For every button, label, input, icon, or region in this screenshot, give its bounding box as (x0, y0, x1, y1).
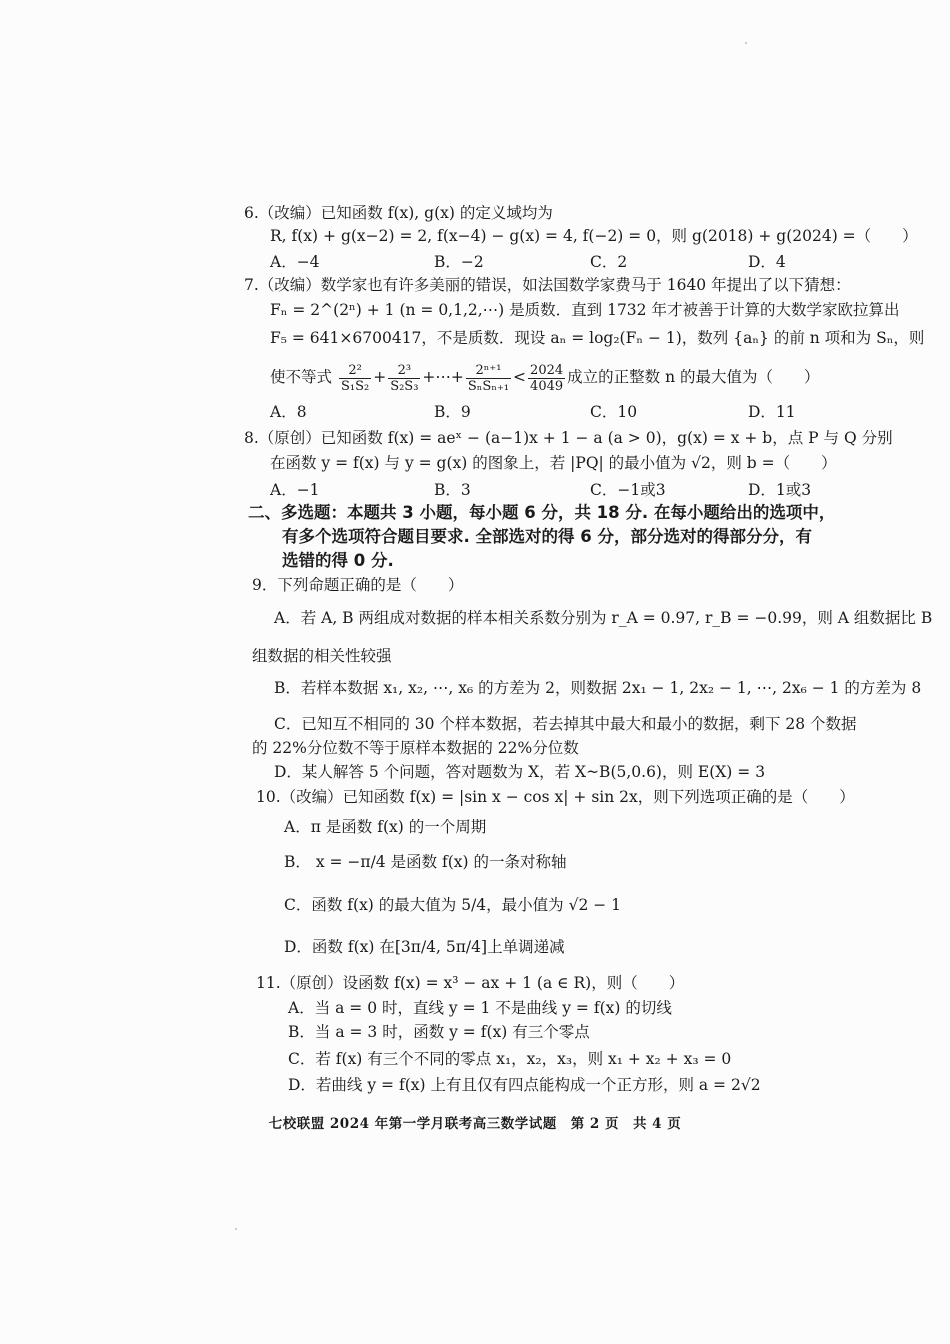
scan-speck (235, 1228, 237, 1230)
q8-line-2: 在函数 y = f(x) 与 y = g(x) 的图象上，若 |PQ| 的最小值为 √2，则 b =（ ） (270, 454, 837, 472)
q7-fraction-4 (528, 363, 565, 394)
q9-stem: 9．下列命题正确的是（ ） (252, 576, 464, 594)
section-2-heading-line-2: 有多个选项符合题目要求. 全部选对的得 6 分，部分选对的得部分分，有 (282, 527, 812, 546)
q9-option-d[interactable]: D．某人解答 5 个问题，答对题数为 X，若 X~B(5,0.6)，则 E(X) = 3 (274, 763, 766, 781)
q8-option-a[interactable]: A．−1 (270, 481, 320, 499)
q6-line-1: 6.（改编）已知函数 f(x), g(x) 的定义域均为 (244, 204, 553, 222)
q7-line-1: 7.（改编）数学家也有许多美丽的错误，如法国数学家费马于 1640 年提出了以下猜想： (244, 276, 851, 294)
q10-option-b[interactable]: B． x = −π/4 是函数 f(x) 的一条对称轴 (284, 853, 567, 871)
q7-line-4: 使不等式 $\frac{\text{2²}}{\text{S₁S₂}}$ + $\frac{\text{2³}}{\text{S₂S₃}}$ +⋯+ $\frac{\text{2ⁿ⁺¹}}{\text{SₙSₙ₊₁}}$ < $\frac{2024}{4049}$ 成立的正整数 n 的最大值为（ ） (270, 362, 820, 394)
q8-line-1: 8.（原创）已知函数 f(x) = aeˣ − (a−1)x + 1 − a (a > 0)，g(x) = x + b，点 P 与 Q 分别 (244, 429, 893, 447)
q9-option-c-line-2: 的 22%分位数不等于原样本数据的 22%分位数 (252, 739, 579, 757)
q7-line-3: F₅ = 641×6700417，不是质数．现设 aₙ = log₂(Fₙ − 1)，数列 {aₙ} 的前 n 项和为 Sₙ，则 (270, 329, 925, 347)
q7-option-b[interactable]: B．9 (434, 403, 471, 421)
q7-frac1-den: S₁S₂ (340, 378, 370, 394)
q7-ellipsis: +⋯+ (422, 368, 464, 386)
q7-fraction-3 (466, 363, 511, 394)
q9-option-a-line-1[interactable]: A．若 A, B 两组成对数据的样本相关系数分别为 r_A = 0.97, r_B = −0.99，则 A 组数据比 B (274, 609, 933, 627)
q7-option-c[interactable]: C．10 (590, 403, 638, 421)
q7-frac2-num: 2³ (388, 363, 420, 379)
q11-stem: 11.（原创）设函数 f(x) = x³ − ax + 1 (a ∈ R)，则（ ） (256, 974, 685, 992)
q7-option-d[interactable]: D．11 (748, 403, 796, 421)
q7-fraction-1 (339, 363, 371, 394)
q7-frac3-den: SₙSₙ₊₁ (467, 378, 510, 394)
q8-option-d[interactable]: D．1或3 (748, 481, 812, 499)
section-2-heading-line-3: 选错的得 0 分. (282, 551, 394, 570)
q6-option-b[interactable]: B．−2 (434, 253, 484, 271)
q11-option-a[interactable]: A．当 a = 0 时，直线 y = 1 不是曲线 y = f(x) 的切线 (288, 999, 672, 1017)
q9-option-c-line-1[interactable]: C．已知互不相同的 30 个样本数据，若去掉其中最大和最小的数据，剩下 28 个数据 (274, 715, 857, 733)
q9-option-b[interactable]: B．若样本数据 x₁, x₂, ⋯, x₆ 的方差为 2，则数据 2x₁ − 1, 2x₂ − 1, ⋯, 2x₆ − 1 的方差为 8 (274, 679, 922, 697)
q7-option-a[interactable]: A．8 (270, 403, 307, 421)
q9-option-a-line-2: 组数据的相关性较强 (252, 647, 392, 665)
q7-less-than: < (513, 368, 527, 386)
q7-fraction-2 (388, 363, 420, 394)
q7-frac4-num: 2024 (530, 362, 564, 378)
q7-frac3-num: 2ⁿ⁺¹ (466, 363, 511, 379)
q11-option-c[interactable]: C．若 f(x) 有三个不同的零点 x₁，x₂，x₃，则 x₁ + x₂ + x₃ = 0 (288, 1050, 732, 1068)
q8-option-c[interactable]: C．−1或3 (590, 481, 666, 499)
q6-option-a[interactable]: A．−4 (270, 253, 320, 271)
scan-speck (745, 42, 747, 44)
q7-line-2: Fₙ = 2^(2ⁿ) + 1 (n = 0,1,2,⋯) 是质数．直到 1732 年才被善于计算的大数学家欧拉算出 (270, 301, 900, 319)
q10-option-d[interactable]: D．函数 f(x) 在[3π/4, 5π/4]上单调递减 (284, 938, 565, 956)
q6-option-c[interactable]: C．2 (590, 253, 628, 271)
q11-option-d[interactable]: D．若曲线 y = f(x) 上有且仅有四点能构成一个正方形，则 a = 2√2 (288, 1076, 761, 1094)
q10-option-a[interactable]: A．π 是函数 f(x) 的一个周期 (284, 818, 487, 836)
q6-line-2: R, f(x) + g(x−2) = 2, f(x−4) − g(x) = 4, f(−2) = 0，则 g(2018) + g(2024) =（ ） (270, 227, 918, 245)
page-footer: 七校联盟 2024 年第一学月联考高三数学试题 第 2 页 共 4 页 (268, 1116, 682, 1132)
q7-frac4-den: 4049 (530, 378, 564, 394)
q11-option-b[interactable]: B．当 a = 3 时，函数 y = f(x) 有三个零点 (288, 1023, 590, 1041)
q7-frac1-num: 2² (339, 363, 371, 379)
q10-option-c[interactable]: C．函数 f(x) 的最大值为 5/4，最小值为 √2 − 1 (284, 896, 622, 914)
q10-stem: 10.（改编）已知函数 f(x) = |sin x − cos x| + sin 2x，则下列选项正确的是（ ） (256, 788, 855, 806)
q8-option-b[interactable]: B．3 (434, 481, 471, 499)
q7-line-4-prefix: 使不等式 (270, 368, 333, 386)
section-2-heading-line-1: 二、多选题：本题共 3 小题，每小题 6 分，共 18 分. 在每小题给出的选项中， (248, 503, 836, 522)
q7-line-4-suffix: 成立的正整数 n 的最大值为（ ） (567, 368, 820, 386)
q6-option-d[interactable]: D．4 (748, 253, 786, 271)
q7-frac2-den: S₂S₃ (390, 378, 419, 394)
